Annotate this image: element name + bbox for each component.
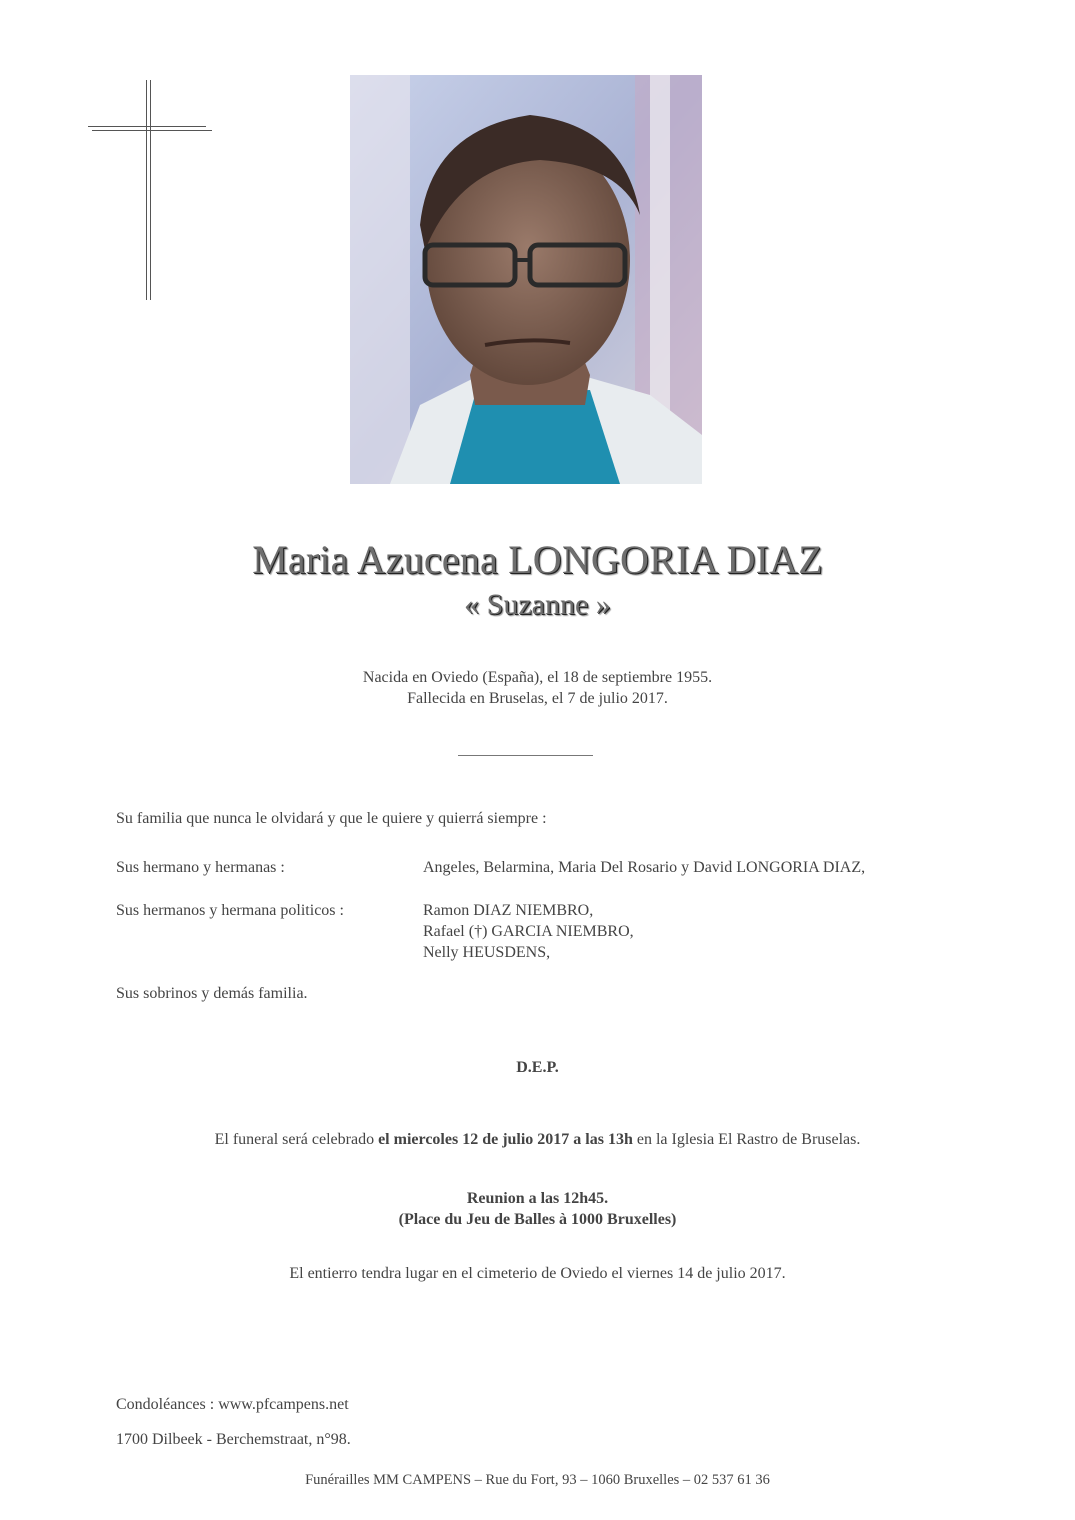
funeral-line [0, 1129, 1075, 1150]
family-intro: Su familia que nunca le olvidará y que le quiere y quierrá siempre : [116, 810, 547, 827]
separator-line [458, 755, 593, 756]
portrait-photo [350, 75, 702, 484]
deceased-name: Maria Azucena LONGORIA DIAZ [252, 537, 823, 582]
dates-block [0, 667, 1075, 709]
inlaw-name: Nelly HEUSDENS, [423, 944, 551, 961]
dep-text: D.E.P. [516, 1059, 559, 1076]
burial-line: El entierro tendra lugar en el cimeterio de Oviedo el viernes 14 de julio 2017. [289, 1265, 786, 1282]
footer-line: Funérailles MM CAMPENS – Rue du Fort, 93 – 1060 Bruxelles – 02 537 61 36 [305, 1472, 770, 1488]
condolences-line: Condoléances : www.pfcampens.net [116, 1396, 349, 1413]
reunion-time: Reunion a las 12h45. [466, 1190, 609, 1207]
funeral-date: el miercoles 12 de julio 2017 a las 13h [378, 1131, 633, 1148]
birth-line: Nacida en Oviedo (España), el 18 de septiembre 1955. [362, 669, 713, 686]
inlaw-name: Ramon DIAZ NIEMBRO, [423, 902, 594, 919]
siblings-label: Sus hermano y hermanas : [116, 859, 285, 876]
dep-line [0, 1057, 1075, 1078]
siblings-names: Angeles, Belarmina, Maria Del Rosario y David LONGORIA DIAZ, [423, 859, 866, 876]
funeral-text-before: El funeral será celebrado [214, 1131, 379, 1148]
reunion-place: (Place du Jeu de Balles à 1000 Bruxelles) [398, 1211, 677, 1228]
inlaws-label: Sus hermanos y hermana politicos : [116, 902, 344, 919]
nickname: « Suzanne » [464, 588, 611, 621]
address-line: 1700 Dilbeek - Berchemstraat, n°98. [116, 1431, 351, 1448]
nephews-line: Sus sobrinos y demás familia. [116, 985, 308, 1002]
funeral-text-after: en la Iglesia El Rastro de Bruselas. [632, 1131, 861, 1148]
reunion-block [0, 1188, 1075, 1230]
death-line: Fallecida en Bruselas, el 7 de julio 2017. [407, 690, 668, 707]
inlaw-name: Rafael (†) GARCIA NIEMBRO, [423, 923, 634, 940]
inlaws-names [423, 900, 634, 963]
